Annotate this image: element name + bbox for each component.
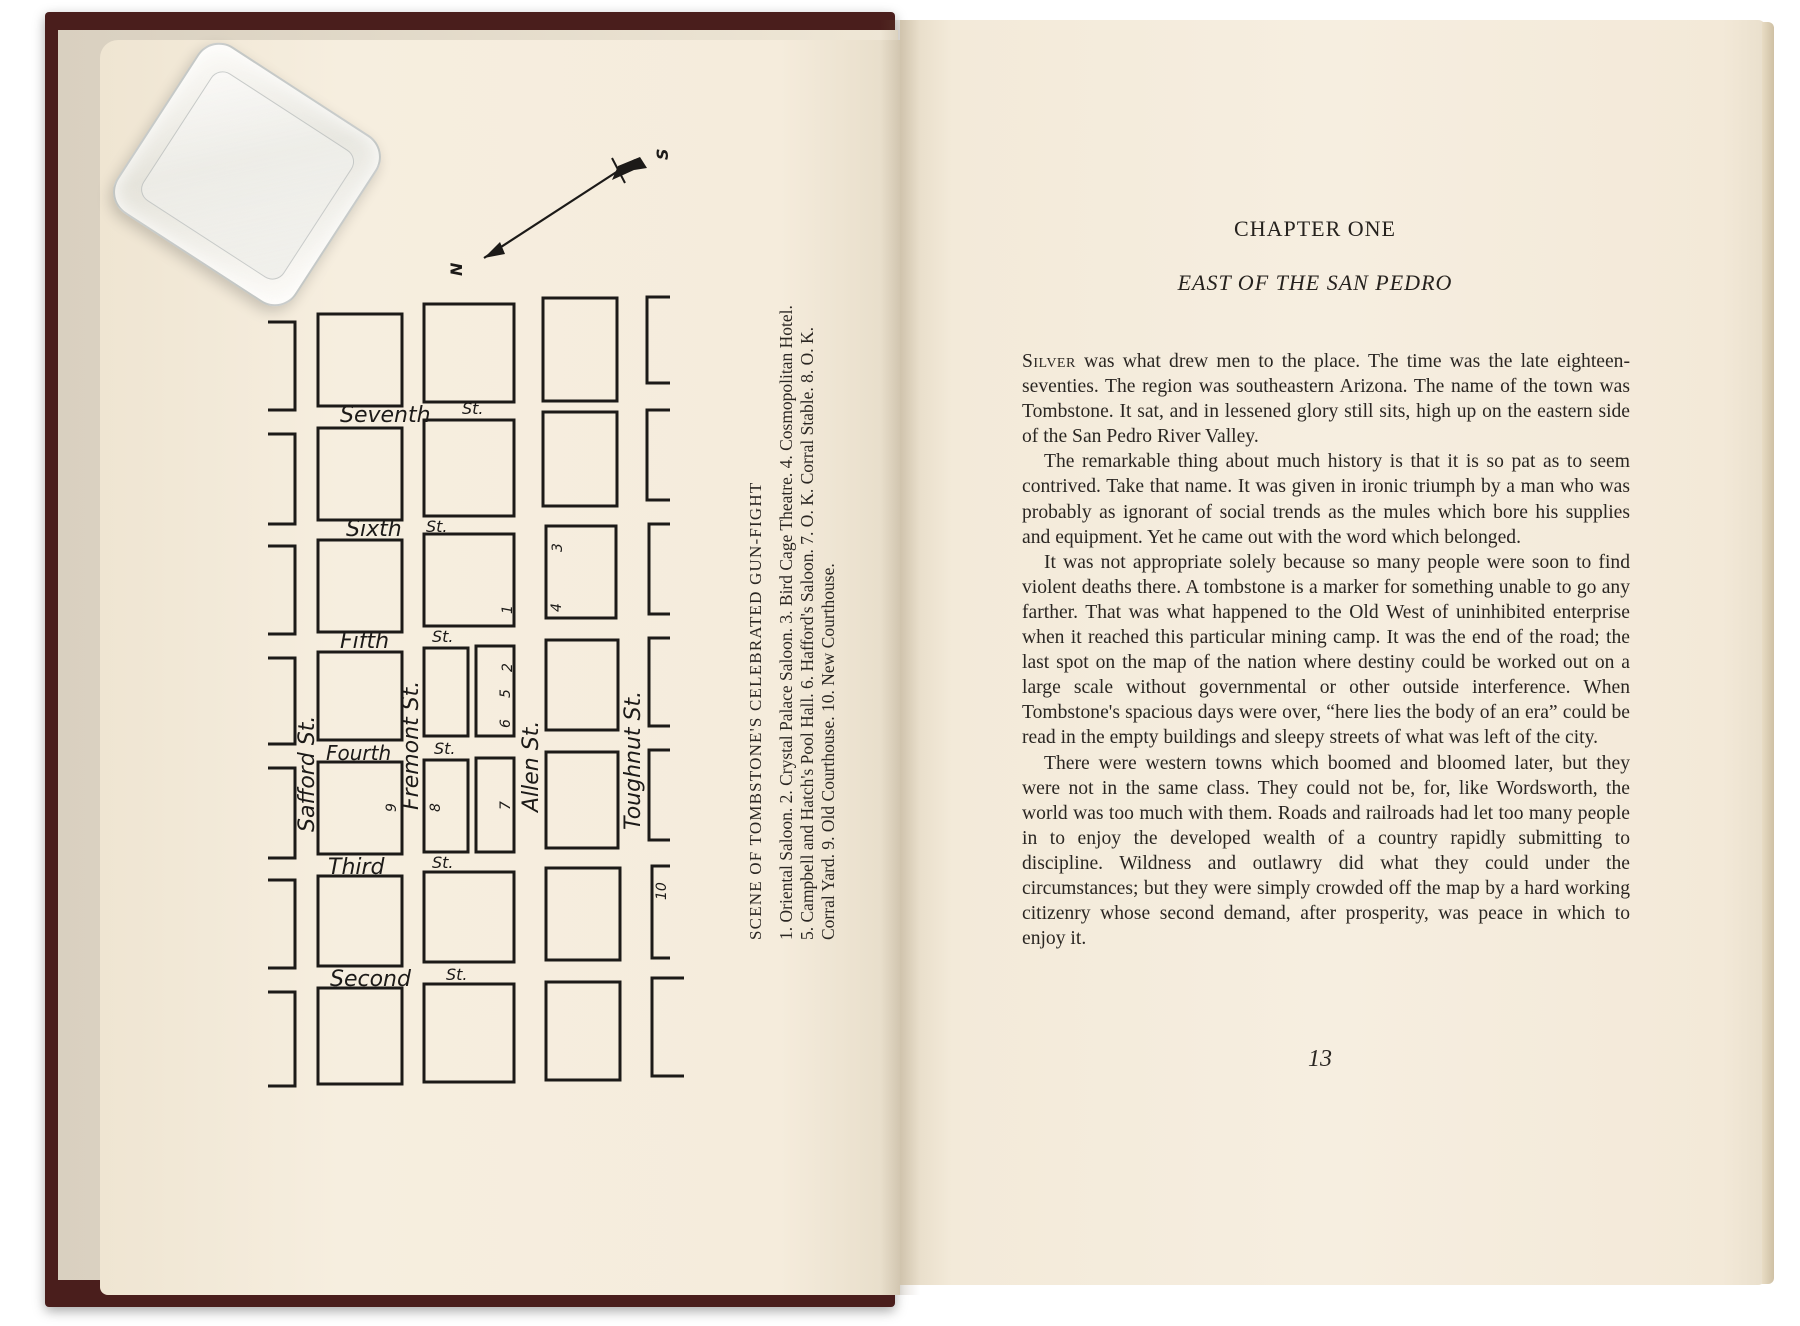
caption-line: 1. Oriental Saloon. 2. Crystal Palace Saloon. 3. Bird Cage Theatre. 4. Cosmopolitan Hotel. bbox=[776, 305, 796, 940]
map-block bbox=[268, 546, 295, 634]
street-second bbox=[330, 965, 468, 992]
svg-text:Fourth: Fourth bbox=[326, 741, 392, 765]
map-block bbox=[424, 648, 468, 736]
page-number: 13 bbox=[1308, 1046, 1332, 1072]
map-marker-4: 4 bbox=[549, 603, 565, 612]
svg-text:St.: St. bbox=[432, 627, 454, 646]
caption-line: 5. Campbell and Hatch's Pool Hall. 6. Hafford's Saloon. 7. O. K. Corral Stable. 8. O. K. bbox=[797, 326, 817, 940]
chapter-title: EAST OF THE SAN PEDRO bbox=[1177, 270, 1453, 295]
compass-south-label: S bbox=[653, 148, 672, 160]
street-sixth bbox=[346, 517, 448, 542]
map-marker-9: 9 bbox=[384, 803, 400, 812]
map-block bbox=[649, 638, 670, 726]
svg-text:St.: St. bbox=[432, 853, 454, 872]
map-block bbox=[546, 752, 618, 848]
map-marker-3: 3 bbox=[550, 543, 566, 552]
street-toughnut: Toughnut St. bbox=[621, 690, 646, 830]
map-block bbox=[268, 992, 295, 1086]
compass-north-label: N bbox=[447, 262, 466, 276]
map-marker-10: 10 bbox=[654, 882, 670, 900]
map-block bbox=[318, 314, 402, 406]
map-marker-1: 1 bbox=[500, 605, 516, 614]
caption-line: Corral Yard. 9. Old Courthouse. 10. New Courthouse. bbox=[818, 563, 838, 940]
map-marker-7: 7 bbox=[498, 801, 514, 810]
svg-text:Second: Second bbox=[330, 967, 411, 992]
map-block bbox=[647, 410, 670, 500]
street-seventh bbox=[340, 399, 484, 428]
paragraph: The remarkable thing about much history is that it is so pat as to seem contrived. Take that name. It was given in ironic triumph by a man who was probably as ignorant of social trends as the mules which bore his supplies and equipment. Yet he came out with the word which belonged. bbox=[1022, 451, 1630, 548]
map-block bbox=[649, 524, 670, 614]
map-block bbox=[424, 420, 514, 516]
svg-text:St.: St. bbox=[446, 965, 468, 984]
chapter-body bbox=[1022, 349, 1630, 951]
svg-text:Fifth: Fifth bbox=[340, 629, 390, 654]
compass-arrow-icon bbox=[484, 157, 647, 258]
map-block bbox=[546, 640, 618, 730]
svg-text:Third: Third bbox=[328, 855, 385, 880]
map-block bbox=[652, 978, 684, 1076]
street-safford: Safford St. bbox=[295, 715, 320, 832]
svg-text:Sixth: Sixth bbox=[346, 517, 402, 542]
map-block bbox=[318, 988, 402, 1084]
street-fremont: Fremont St. bbox=[399, 680, 424, 810]
map-caption bbox=[745, 120, 839, 940]
map-block bbox=[268, 434, 295, 524]
svg-text:St.: St. bbox=[426, 517, 448, 536]
map-block bbox=[268, 658, 295, 744]
map-marker-5: 5 bbox=[498, 689, 514, 698]
svg-text:St.: St. bbox=[434, 739, 456, 758]
chapter-number: CHAPTER ONE bbox=[1234, 216, 1396, 241]
map-block bbox=[268, 322, 295, 410]
map-block bbox=[543, 412, 617, 506]
map-marker-2: 2 bbox=[500, 663, 516, 672]
map-block bbox=[647, 297, 670, 383]
map-block bbox=[546, 868, 620, 960]
map-block bbox=[424, 872, 514, 962]
map-block bbox=[546, 982, 620, 1080]
paragraph bbox=[1022, 349, 1630, 449]
map-block bbox=[652, 866, 670, 958]
street-allen: Allen St. bbox=[519, 720, 544, 812]
svg-text:Seventh: Seventh bbox=[340, 403, 431, 428]
lead-word: Silver bbox=[1022, 351, 1076, 372]
paragraph: It was not appropriate solely because so many people were soon to find violent deaths there. A tombstone is a marker for something unable to go any farther. That was what happened to the Old West of uninhibited enterprise when it reached this particular mining camp. It was the end of the road; the last spot on the map of the nation where destiny could be worked out on a large scale without governmental or other outside interference. When Tombstone's spacious days were over, “here lies the body of an era” could be read in the empty buildings and sleepy streets of what was left of the city. bbox=[1022, 551, 1630, 749]
map-block bbox=[318, 652, 402, 740]
map-block bbox=[268, 768, 295, 858]
map-marker-6: 6 bbox=[498, 719, 514, 728]
caption-title: SCENE OF TOMBSTONE'S CELEBRATED GUN-FIGHT bbox=[746, 481, 765, 940]
map-block bbox=[318, 428, 402, 520]
map-block bbox=[543, 298, 617, 401]
svg-text:St.: St. bbox=[462, 399, 484, 418]
paragraph-text: was what drew men to the place. The time was the late eighteen-seventies. The region was southeastern Arizona. The name of the town was Tombstone. It sat, and in lessened glory still sits, high up on the eastern side of the San Pedro River Valley. bbox=[1022, 351, 1630, 448]
map-block bbox=[318, 876, 402, 966]
paragraph: There were western towns which boomed and bloomed later, but they were not in the same class. They could not be, for, like Wordsworth, the world was too much with them. Roads and railroads had let too many people in to enjoy the developed wealth of a country rapidly submitting to discipline. Wildness and outlawry did what they could under the circumstances; but they were simply crowded off the map by a hard working citizenry whose second demand, after prosperity, was peace in which to enjoy it. bbox=[1022, 752, 1630, 950]
map-marker-8: 8 bbox=[428, 803, 444, 812]
map-block bbox=[318, 540, 402, 632]
map-block bbox=[424, 304, 514, 402]
map-block bbox=[649, 750, 670, 840]
map-block bbox=[268, 880, 295, 968]
map-block bbox=[424, 984, 514, 1082]
